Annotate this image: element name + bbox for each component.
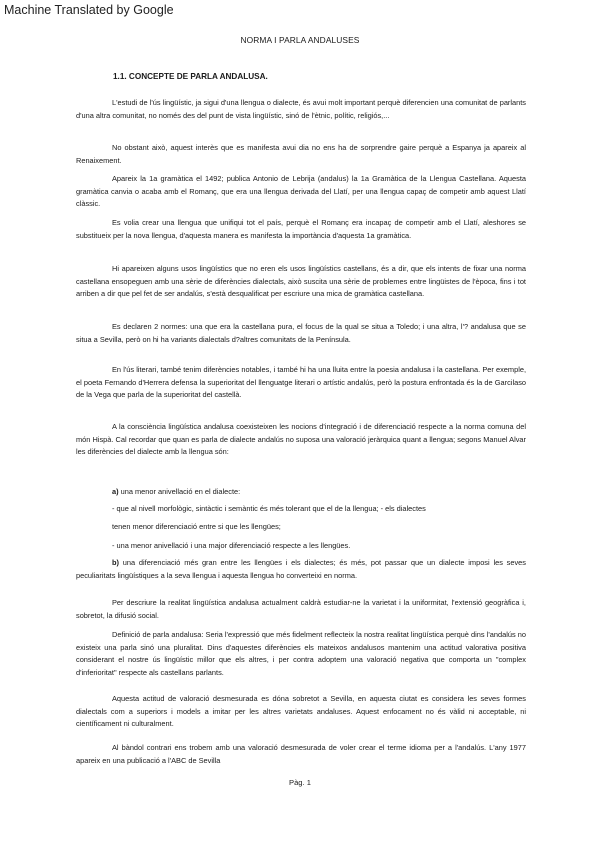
paragraph-11: Aquesta actitud de valoració desmesurada es dóna sobretot a Sevilla, en aquesta ciutat es considera les seves formes dialectals com a superiors i models a imitar per les altres varietats andaluses. Aquest enfocament no és vàlid ni acceptable, ni científicament ni culturalment. — [76, 694, 526, 729]
paragraph-7: En l'ús literari, també tenim diferències notables, i també hi ha una lluita entre la poesia andalusa i la castellana. Per exemple, el poeta Fernando d'Herrera defensa la superioritat del llenguatge literari o artístic andalús, però la postura enfrontada és la de Garcilaso de la Vega que parla de la superioritat del castellà. — [76, 365, 526, 400]
paragraph-1: L'estudi de l'ús lingüístic, ja sigui d'una llengua o dialecte, és avui molt important perquè diferencien una comunitat de parlants d'una altra comunitat, no només des del punt de vista lingüístic, sinó de l'ètnic, polític, religiós,... — [76, 98, 526, 120]
document-title: NORMA I PARLA ANDALUSES — [240, 35, 360, 45]
list-line-2: tenen menor diferenciació entre si que les llengües; — [112, 522, 281, 531]
list-marker-a: a) — [112, 487, 119, 496]
translation-banner: Machine Translated by Google — [4, 3, 174, 17]
list-line-3: - una menor anivellació i una major diferenciació respecte a les llengües. — [112, 541, 351, 550]
paragraph-5: Hi apareixen alguns usos lingüístics que no eren els usos lingüístics castellans, és a dir, que els intents de fixar una norma castellana ensopeguen amb una sèrie de diferències dialectals, això suscita una sèrie de problemes entre lingüistes de l'època, fins i tot arriben a dir que pel fet de ser andalús, s'està desqualificat per escriure una mica de gramàtica castellana. — [76, 264, 526, 299]
page-number: Pàg. 1 — [289, 778, 311, 787]
list-marker-b: b) — [112, 558, 119, 567]
list-text-a: una menor anivellació en el dialecte: — [118, 487, 241, 496]
paragraph-9: Per descriure la realitat lingüística andalusa actualment caldrà estudiar-ne la varietat i la uniformitat, l'extensió geogràfica i, sobretot, la difusió social. — [76, 598, 526, 620]
paragraph-10: Definició de parla andalusa: Seria l'expressió que més fidelment reflecteix la nostra realitat lingüística perquè dins l'andalús no existeix una parla sinó una pluralitat. Dins d'aquestes diferències els mateixos andalusos mantenim una actitud valorativa positiva considerant el nostre ús lingüístic millor que els altres, i per contra adoptem una valoració negativa que comporta un "complex d'inferioritat" respecte als castellans parlants. — [76, 630, 526, 677]
list-text-b: una diferenciació més gran entre les llengües i els dialectes; és més, pot passar que un dialecte imposi les seves peculiaritats lingüístiques a la seva llengua i aquesta llengua ho converteixi en norma. — [76, 558, 526, 580]
paragraph-4: Es volia crear una llengua que unifiqui tot el país, perquè el Romanç era incapaç de competir amb el Llatí, aleshores se substitueix per la nova llengua, d'aquesta manera es manifesta la importància d'aquesta 1a gramàtica. — [76, 218, 526, 240]
paragraph-12: Al bàndol contrari ens trobem amb una valoració desmesurada de voler crear el terme idioma per a l'andalús. L'any 1977 apareix en una publicació a l'ABC de Sevilla — [76, 743, 526, 765]
section-heading: 1.1. CONCEPTE DE PARLA ANDALUSA. — [113, 72, 268, 81]
list-item-b — [76, 557, 526, 582]
list-item-a — [112, 486, 532, 499]
paragraph-3: Apareix la 1a gramàtica el 1492; publica Antonio de Lebrija (andalus) la 1a Gramàtica de la Llengua Castellana. Aquesta gramàtica canvia o acaba amb el Romanç, que era una llengua derivada del Llatí, per una llengua capaç de competir amb aquest Llatí clàssic. — [76, 174, 526, 209]
paragraph-8: A la consciència lingüística andalusa coexisteixen les nocions d'integració i de diferenciació respecte a la norma comuna del món Hispà. Cal recordar que quan es parla de dialecte andalús no suposa una valoració jeràrquica quant a llengua; segons Manuel Alvar les diferències del dialecte amb la llengua són: — [76, 422, 526, 457]
paragraph-6: Es declaren 2 normes: una que era la castellana pura, el focus de la qual se situa a Toledo; i una altra, l'? andalusa que se situa a Sevilla, però on hi ha variants dialectals d?altres comunitats de la Península. — [76, 322, 526, 344]
list-line-1: - que al nivell morfològic, sintàctic i semàntic és més tolerant que el de la llengua; - els dialectes — [112, 504, 426, 513]
paragraph-2: No obstant això, aquest interès que es manifesta avui dia no ens ha de sorprendre gaire perquè a Espanya ja apareix al Renaixement. — [76, 143, 526, 165]
